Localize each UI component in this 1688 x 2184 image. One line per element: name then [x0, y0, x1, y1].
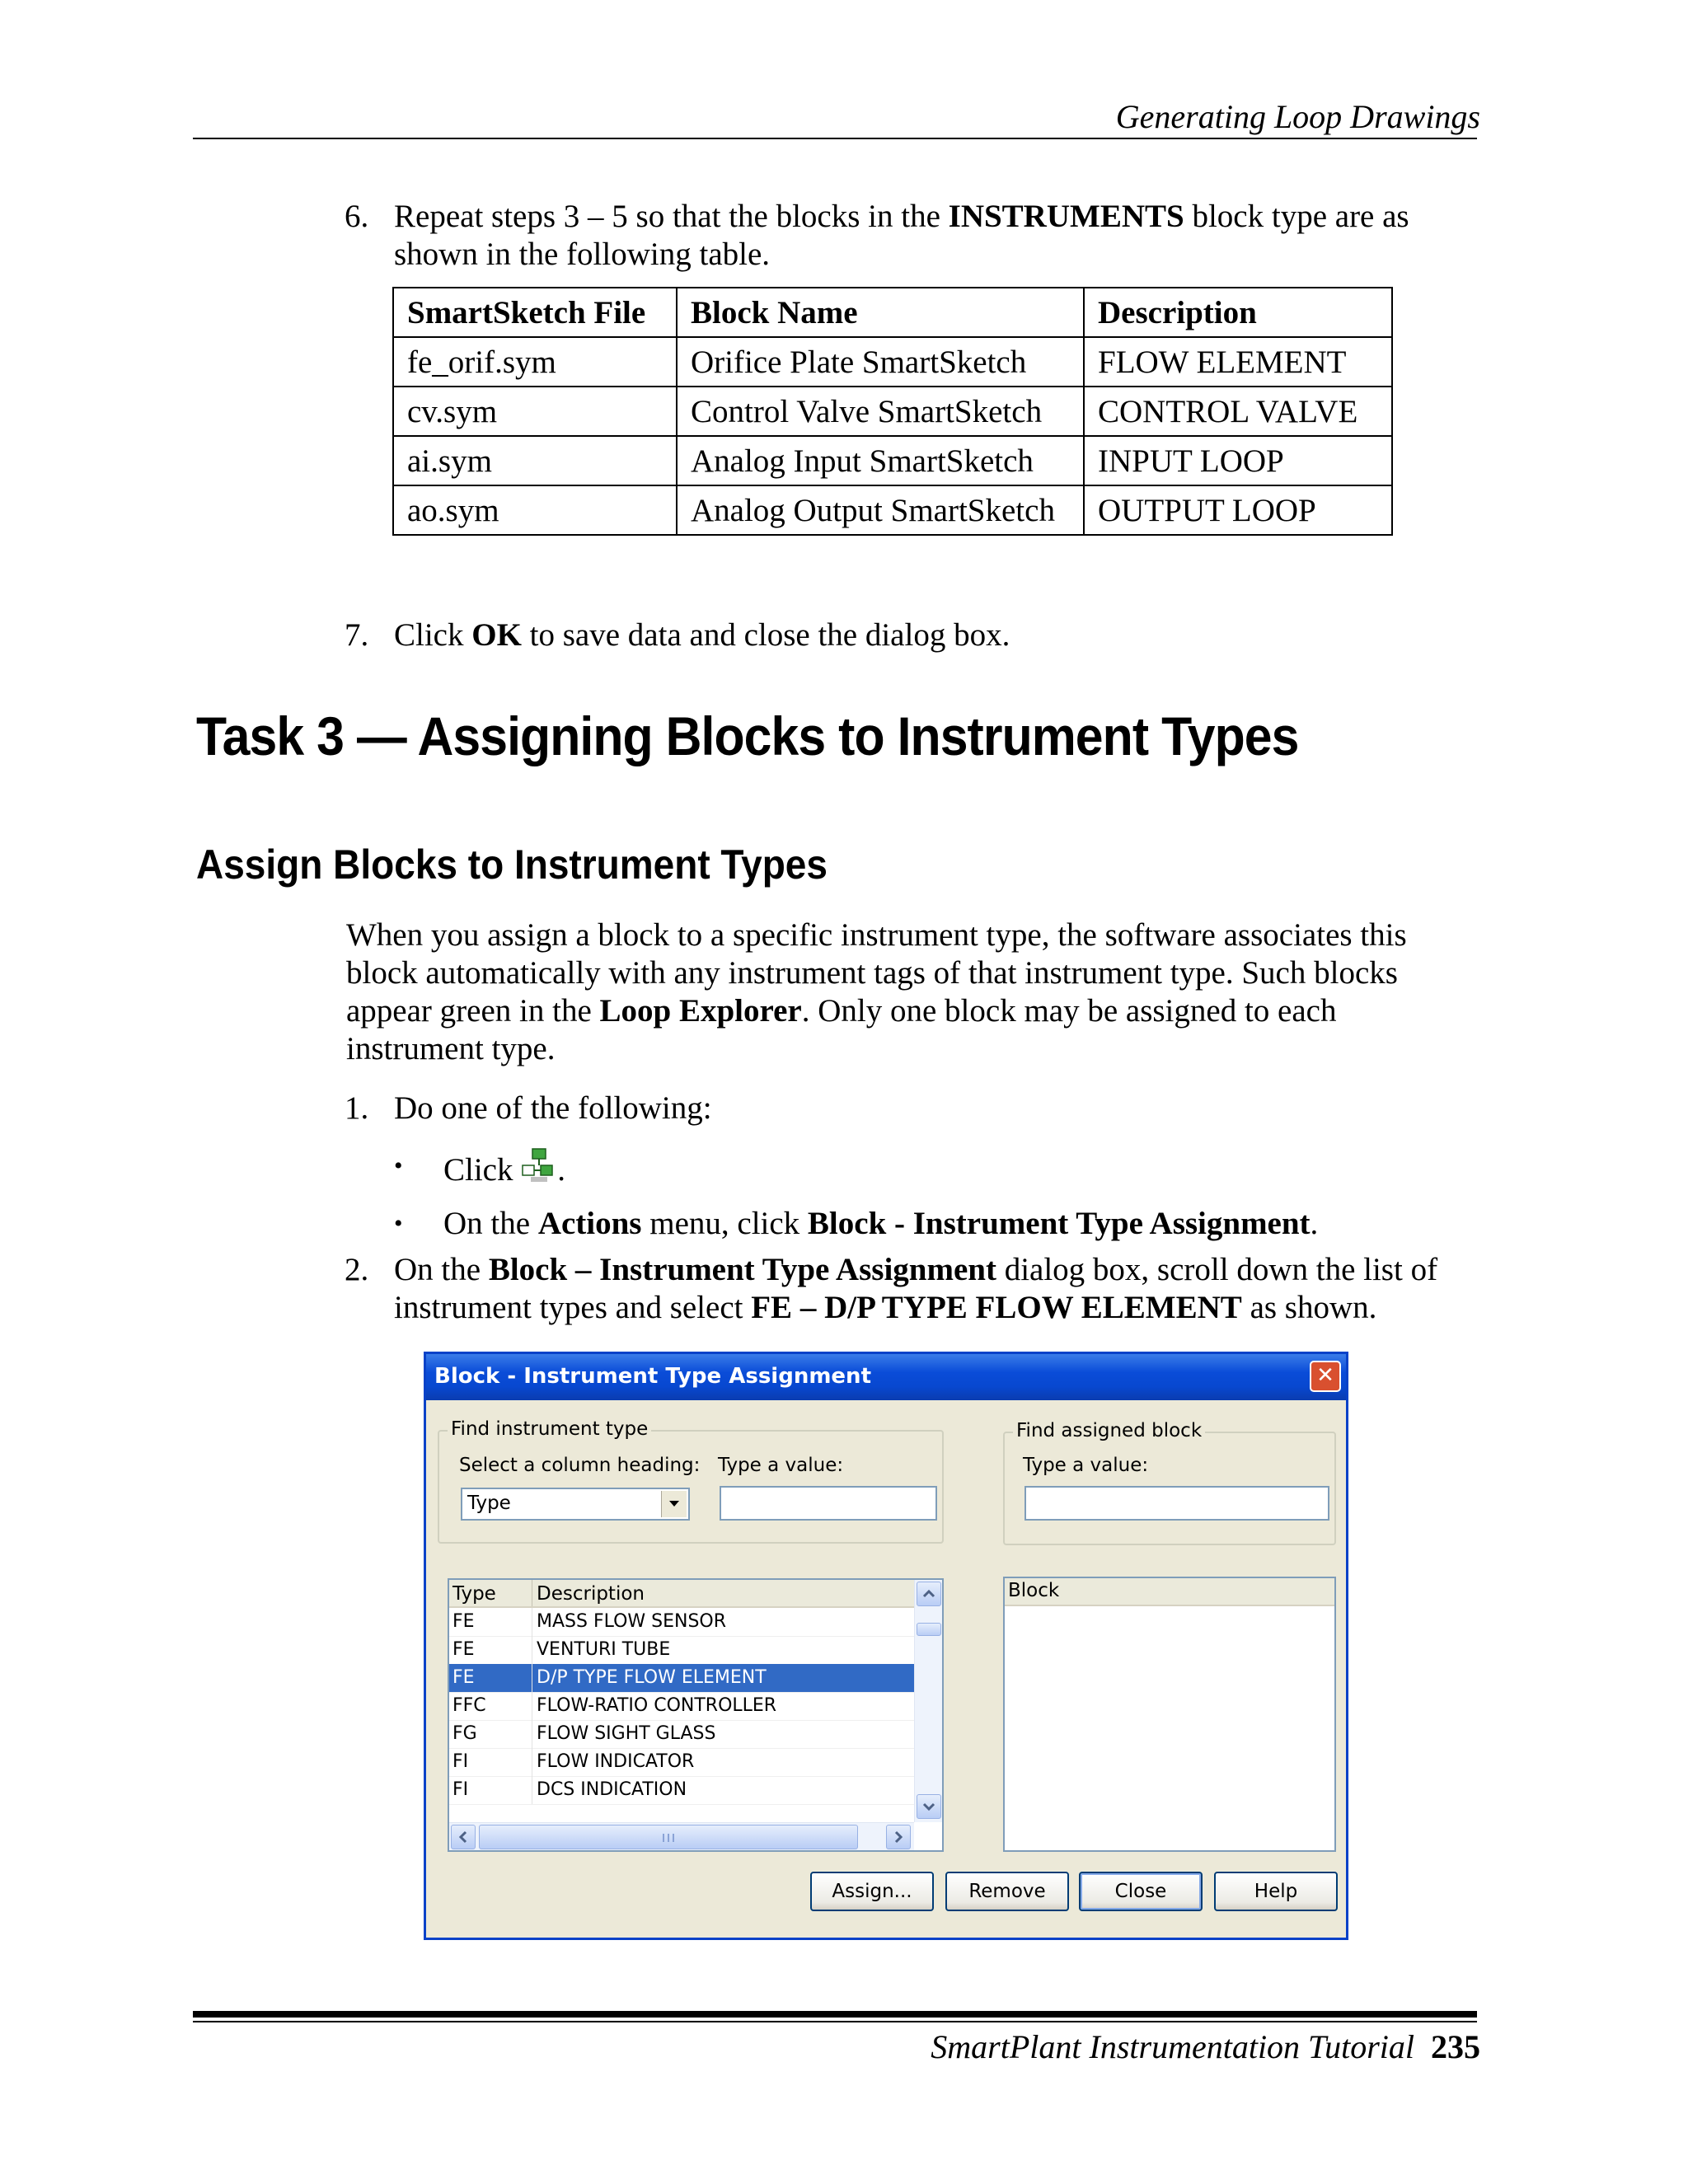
column-heading-label: Select a column heading:	[459, 1455, 701, 1476]
header-rule	[193, 138, 1477, 139]
footer	[931, 2027, 1480, 2066]
step-1-text: Do one of the following:	[394, 1090, 712, 1126]
step-6-text-a: Repeat steps 3 – 5 so that the blocks in the	[394, 199, 949, 234]
intro-paragraph	[346, 916, 1407, 1068]
find-assigned-block-label: Find assigned block	[1013, 1420, 1205, 1441]
bullet-1-text	[443, 1147, 565, 1189]
table-cell: ai.sym	[393, 436, 677, 485]
bullet-2-text-c: menu, click	[641, 1206, 808, 1241]
bullet-2-period: .	[1310, 1206, 1319, 1241]
list-item[interactable]	[449, 1776, 914, 1805]
running-header: Generating Loop Drawings	[1115, 98, 1480, 135]
intro-line: block automatically with any instrument tags of that instrument type. Such blocks	[346, 955, 1398, 991]
table-header-cell: Description	[1084, 288, 1392, 337]
vertical-scrollbar[interactable]	[914, 1580, 943, 1822]
remove-button[interactable]: Remove	[945, 1872, 1069, 1911]
block-list-header	[1005, 1578, 1334, 1606]
table-row	[393, 485, 1392, 535]
page-number: 235	[1431, 2028, 1480, 2065]
scroll-right-icon[interactable]	[886, 1825, 911, 1849]
step-6-text	[394, 198, 1409, 274]
step-7-ok: OK	[471, 617, 522, 653]
table-cell: OUTPUT LOOP	[1084, 485, 1392, 535]
chevron-down-icon[interactable]	[661, 1491, 687, 1517]
find-instrument-type-label: Find instrument type	[448, 1418, 651, 1440]
list-item-description: MASS FLOW SENSOR	[537, 1611, 727, 1632]
table-cell: Analog Input SmartSketch	[677, 436, 1084, 485]
step-2-text-l2a: instrument types and select	[394, 1290, 752, 1325]
list-item[interactable]	[449, 1720, 914, 1749]
list-item-type: FE	[452, 1639, 475, 1660]
table-cell: CONTROL VALVE	[1084, 387, 1392, 436]
step-2-number: 2.	[345, 1252, 369, 1287]
step-2-text-c: dialog box, scroll down the list of	[996, 1252, 1438, 1287]
bullet-2-text	[443, 1205, 1318, 1243]
scroll-thumb[interactable]	[917, 1623, 941, 1636]
list-header-type[interactable]: Type	[452, 1583, 496, 1605]
block-list-header-label[interactable]: Block	[1008, 1580, 1060, 1601]
footer-rule-thin	[193, 2021, 1477, 2022]
list-item-description: VENTURI TUBE	[537, 1639, 671, 1660]
column-heading-value: Type	[467, 1493, 511, 1514]
table-row	[393, 337, 1392, 387]
list-item-description: FLOW INDICATOR	[537, 1751, 695, 1772]
table-cell: INPUT LOOP	[1084, 436, 1392, 485]
assign-button[interactable]: Assign...	[810, 1872, 934, 1911]
intro-line: . Only one block may be assigned to each	[801, 993, 1337, 1029]
help-button[interactable]: Help	[1214, 1872, 1338, 1911]
table-header-cell: SmartSketch File	[393, 288, 677, 337]
step-7-number: 7.	[345, 617, 369, 653]
bullet-2-command: Block - Instrument Type Assignment	[807, 1206, 1311, 1241]
list-item[interactable]	[449, 1608, 914, 1637]
list-item[interactable]	[449, 1692, 914, 1721]
step-7-text-c: to save data and close the dialog box.	[521, 617, 1010, 653]
table-row	[393, 387, 1392, 436]
dialog-title-bar	[426, 1354, 1346, 1400]
list-item-type: FG	[452, 1723, 477, 1744]
horizontal-scroll-thumb[interactable]	[479, 1825, 858, 1849]
block-instrument-type-assignment-dialog	[424, 1352, 1348, 1940]
step-6-text-c: block type are as	[1184, 199, 1409, 234]
list-item-description: FLOW SIGHT GLASS	[537, 1723, 716, 1744]
list-item[interactable]	[449, 1636, 914, 1665]
bullet-1-click: Click	[443, 1152, 522, 1188]
bullet-2-glyph: •	[394, 1210, 403, 1237]
close-icon[interactable]: ✕	[1310, 1361, 1341, 1392]
intro-loop-explorer: Loop Explorer	[599, 993, 802, 1029]
table-header-row	[393, 288, 1392, 337]
step-2-text-l2c: as shown.	[1241, 1290, 1377, 1325]
bullet-2-text-a: On the	[443, 1206, 538, 1241]
list-item[interactable]	[449, 1748, 914, 1777]
list-item-description: DCS INDICATION	[537, 1779, 687, 1800]
bullet-1-period: .	[557, 1152, 565, 1188]
table-header-cell: Block Name	[677, 288, 1084, 337]
close-button[interactable]: Close	[1079, 1872, 1203, 1911]
bullet-2-actions: Actions	[537, 1206, 642, 1241]
list-item-type: FI	[452, 1779, 469, 1800]
table-cell: fe_orif.sym	[393, 337, 677, 387]
column-heading-select[interactable]	[461, 1488, 690, 1521]
table-cell: cv.sym	[393, 387, 677, 436]
dialog-title: Block - Instrument Type Assignment	[434, 1364, 871, 1389]
step-2-dialog-name: Block – Instrument Type Assignment	[488, 1252, 996, 1287]
step-2-text-a: On the	[394, 1252, 489, 1287]
type-value-label: Type a value:	[718, 1455, 844, 1476]
list-header-description[interactable]: Description	[537, 1583, 645, 1605]
step-7-text	[394, 616, 1010, 654]
sub-heading: Assign Blocks to Instrument Types	[196, 841, 828, 888]
list-item-description: FLOW-RATIO CONTROLLER	[537, 1695, 777, 1716]
table-row	[393, 436, 1392, 485]
table-cell: Orifice Plate SmartSketch	[677, 337, 1084, 387]
intro-line: instrument type.	[346, 1031, 556, 1066]
table-cell: Control Valve SmartSketch	[677, 387, 1084, 436]
task-heading: Task 3 — Assigning Blocks to Instrument Types	[196, 705, 1299, 766]
table-cell: Analog Output SmartSketch	[677, 485, 1084, 535]
block-table	[392, 287, 1393, 536]
block-value-input[interactable]	[1025, 1486, 1329, 1521]
step-6-number: 6.	[345, 199, 369, 234]
footer-rule-thick	[193, 2011, 1477, 2018]
intro-line: appear green in the	[346, 993, 600, 1029]
scroll-up-icon[interactable]	[917, 1582, 941, 1606]
bullet-1-glyph: •	[394, 1152, 403, 1179]
block-value-label: Type a value:	[1023, 1455, 1149, 1476]
list-item-type: FE	[452, 1667, 475, 1688]
scroll-down-icon[interactable]	[917, 1794, 941, 1819]
intro-line: When you assign a block to a specific instrument type, the software associates this	[346, 917, 1407, 953]
list-header	[449, 1580, 914, 1608]
list-item-description: D/P TYPE FLOW ELEMENT	[537, 1667, 767, 1688]
list-item-type: FE	[452, 1611, 475, 1632]
step-7-text-a: Click	[394, 617, 472, 653]
instrument-type-list[interactable]	[448, 1578, 944, 1852]
table-cell: FLOW ELEMENT	[1084, 337, 1392, 387]
horizontal-scrollbar[interactable]	[449, 1822, 914, 1851]
block-assignment-toolbar-icon	[521, 1147, 557, 1183]
list-item-selected[interactable]	[449, 1664, 914, 1693]
table-cell: ao.sym	[393, 485, 677, 535]
type-value-input[interactable]	[720, 1486, 937, 1521]
list-item-type: FFC	[452, 1695, 486, 1716]
step-2-selection: FE – D/P TYPE FLOW ELEMENT	[751, 1290, 1242, 1325]
footer-title: SmartPlant Instrumentation Tutorial	[931, 2028, 1414, 2065]
step-6-text-line2: shown in the following table.	[394, 237, 771, 272]
assigned-block-list[interactable]	[1003, 1577, 1336, 1852]
scroll-left-icon[interactable]	[451, 1825, 476, 1849]
step-6-text-b: INSTRUMENTS	[948, 199, 1184, 234]
step-1-number: 1.	[345, 1090, 369, 1126]
list-item-type: FI	[452, 1751, 469, 1772]
step-2-text	[394, 1251, 1437, 1327]
